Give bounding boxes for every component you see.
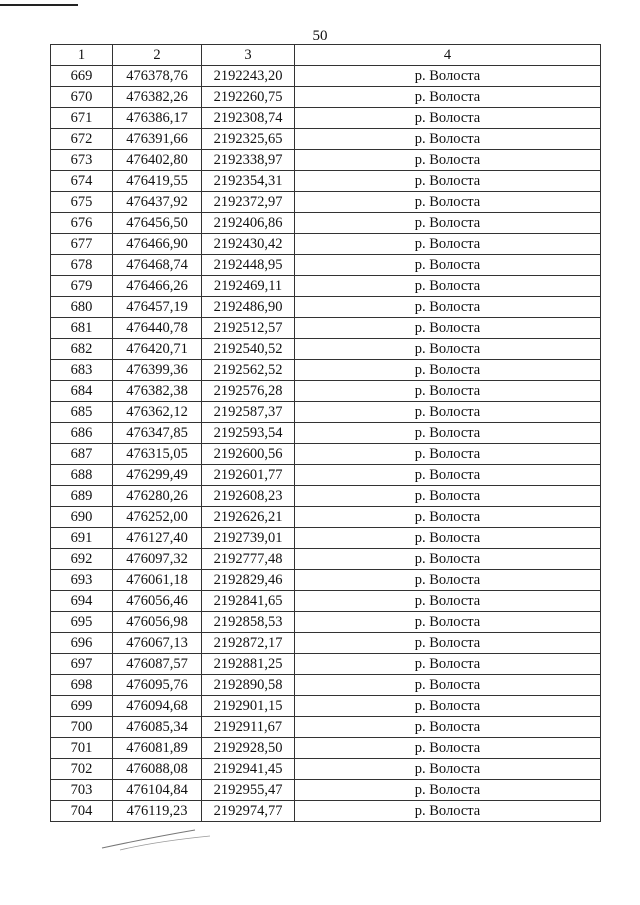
x-coordinate-cell: 476067,13 (113, 633, 202, 654)
point-number-cell: 687 (51, 444, 113, 465)
y-coordinate-cell: 2192841,65 (202, 591, 295, 612)
point-number-cell: 691 (51, 528, 113, 549)
point-number-cell: 694 (51, 591, 113, 612)
x-coordinate-cell: 476104,84 (113, 780, 202, 801)
y-coordinate-cell: 2192540,52 (202, 339, 295, 360)
x-coordinate-cell: 476081,89 (113, 738, 202, 759)
y-coordinate-cell: 2192243,20 (202, 66, 295, 87)
table-row (51, 276, 601, 297)
description-cell: р. Волоста (295, 570, 601, 591)
point-number-cell: 670 (51, 87, 113, 108)
table-row (51, 444, 601, 465)
column-header-x: 2 (113, 45, 202, 66)
table-row (51, 801, 601, 822)
x-coordinate-cell: 476440,78 (113, 318, 202, 339)
point-number-cell: 673 (51, 150, 113, 171)
table-row (51, 339, 601, 360)
description-cell: р. Волоста (295, 234, 601, 255)
table-row (51, 150, 601, 171)
description-cell: р. Волоста (295, 360, 601, 381)
description-cell: р. Волоста (295, 654, 601, 675)
x-coordinate-cell: 476061,18 (113, 570, 202, 591)
x-coordinate-cell: 476280,26 (113, 486, 202, 507)
y-coordinate-cell: 2192469,11 (202, 276, 295, 297)
description-cell: р. Волоста (295, 738, 601, 759)
table-row (51, 402, 601, 423)
table-row (51, 738, 601, 759)
description-cell: р. Волоста (295, 507, 601, 528)
table-row (51, 675, 601, 696)
table-row (51, 717, 601, 738)
x-coordinate-cell: 476347,85 (113, 423, 202, 444)
x-coordinate-cell: 476056,46 (113, 591, 202, 612)
description-cell: р. Волоста (295, 633, 601, 654)
point-number-cell: 692 (51, 549, 113, 570)
point-number-cell: 700 (51, 717, 113, 738)
description-cell: р. Волоста (295, 129, 601, 150)
y-coordinate-cell: 2192354,31 (202, 171, 295, 192)
description-cell: р. Волоста (295, 759, 601, 780)
y-coordinate-cell: 2192974,77 (202, 801, 295, 822)
description-cell: р. Волоста (295, 402, 601, 423)
description-cell: р. Волоста (295, 339, 601, 360)
y-coordinate-cell: 2192739,01 (202, 528, 295, 549)
table-row (51, 87, 601, 108)
table-row (51, 528, 601, 549)
y-coordinate-cell: 2192486,90 (202, 297, 295, 318)
point-number-cell: 678 (51, 255, 113, 276)
column-header-point-number: 1 (51, 45, 113, 66)
table-row (51, 465, 601, 486)
x-coordinate-cell: 476420,71 (113, 339, 202, 360)
x-coordinate-cell: 476391,66 (113, 129, 202, 150)
x-coordinate-cell: 476087,57 (113, 654, 202, 675)
table-row (51, 129, 601, 150)
description-cell: р. Волоста (295, 171, 601, 192)
description-cell: р. Волоста (295, 444, 601, 465)
y-coordinate-cell: 2192901,15 (202, 696, 295, 717)
x-coordinate-cell: 476378,76 (113, 66, 202, 87)
y-coordinate-cell: 2192890,58 (202, 675, 295, 696)
y-coordinate-cell: 2192430,42 (202, 234, 295, 255)
y-coordinate-cell: 2192593,54 (202, 423, 295, 444)
y-coordinate-cell: 2192260,75 (202, 87, 295, 108)
description-cell: р. Волоста (295, 696, 601, 717)
table-row (51, 570, 601, 591)
y-coordinate-cell: 2192587,37 (202, 402, 295, 423)
description-cell: р. Волоста (295, 213, 601, 234)
column-header-y: 3 (202, 45, 295, 66)
table-row (51, 66, 601, 87)
y-coordinate-cell: 2192941,45 (202, 759, 295, 780)
x-coordinate-cell: 476457,19 (113, 297, 202, 318)
table-row (51, 654, 601, 675)
point-number-cell: 689 (51, 486, 113, 507)
y-coordinate-cell: 2192601,77 (202, 465, 295, 486)
x-coordinate-cell: 476437,92 (113, 192, 202, 213)
point-number-cell: 674 (51, 171, 113, 192)
x-coordinate-cell: 476095,76 (113, 675, 202, 696)
y-coordinate-cell: 2192858,53 (202, 612, 295, 633)
point-number-cell: 672 (51, 129, 113, 150)
table-body (51, 66, 601, 822)
description-cell: р. Волоста (295, 192, 601, 213)
point-number-cell: 701 (51, 738, 113, 759)
description-cell: р. Волоста (295, 780, 601, 801)
y-coordinate-cell: 2192881,25 (202, 654, 295, 675)
description-cell: р. Волоста (295, 528, 601, 549)
description-cell: р. Волоста (295, 423, 601, 444)
y-coordinate-cell: 2192872,17 (202, 633, 295, 654)
point-number-cell: 702 (51, 759, 113, 780)
point-number-cell: 677 (51, 234, 113, 255)
point-number-cell: 693 (51, 570, 113, 591)
y-coordinate-cell: 2192562,52 (202, 360, 295, 381)
y-coordinate-cell: 2192576,28 (202, 381, 295, 402)
description-cell: р. Волоста (295, 717, 601, 738)
point-number-cell: 684 (51, 381, 113, 402)
y-coordinate-cell: 2192626,21 (202, 507, 295, 528)
table-row (51, 108, 601, 129)
description-cell: р. Волоста (295, 591, 601, 612)
description-cell: р. Волоста (295, 318, 601, 339)
description-cell: р. Волоста (295, 66, 601, 87)
column-header-description: 4 (295, 45, 601, 66)
description-cell: р. Волоста (295, 87, 601, 108)
y-coordinate-cell: 2192372,97 (202, 192, 295, 213)
x-coordinate-cell: 476127,40 (113, 528, 202, 549)
x-coordinate-cell: 476085,34 (113, 717, 202, 738)
table-header-row (51, 45, 601, 66)
description-cell: р. Волоста (295, 675, 601, 696)
description-cell: р. Волоста (295, 297, 601, 318)
y-coordinate-cell: 2192338,97 (202, 150, 295, 171)
table-row (51, 612, 601, 633)
table-row (51, 549, 601, 570)
x-coordinate-cell: 476382,26 (113, 87, 202, 108)
description-cell: р. Волоста (295, 612, 601, 633)
x-coordinate-cell: 476056,98 (113, 612, 202, 633)
description-cell: р. Волоста (295, 465, 601, 486)
point-number-cell: 681 (51, 318, 113, 339)
x-coordinate-cell: 476315,05 (113, 444, 202, 465)
point-number-cell: 683 (51, 360, 113, 381)
y-coordinate-cell: 2192928,50 (202, 738, 295, 759)
y-coordinate-cell: 2192600,56 (202, 444, 295, 465)
y-coordinate-cell: 2192512,57 (202, 318, 295, 339)
point-number-cell: 686 (51, 423, 113, 444)
y-coordinate-cell: 2192955,47 (202, 780, 295, 801)
table-row (51, 171, 601, 192)
y-coordinate-cell: 2192308,74 (202, 108, 295, 129)
y-coordinate-cell: 2192448,95 (202, 255, 295, 276)
point-number-cell: 688 (51, 465, 113, 486)
description-cell: р. Волоста (295, 486, 601, 507)
description-cell: р. Волоста (295, 255, 601, 276)
table-row (51, 633, 601, 654)
point-number-cell: 697 (51, 654, 113, 675)
point-number-cell: 671 (51, 108, 113, 129)
table-row (51, 234, 601, 255)
table-row (51, 507, 601, 528)
x-coordinate-cell: 476468,74 (113, 255, 202, 276)
y-coordinate-cell: 2192406,86 (202, 213, 295, 234)
table-row (51, 423, 601, 444)
table-row (51, 213, 601, 234)
x-coordinate-cell: 476382,38 (113, 381, 202, 402)
description-cell: р. Волоста (295, 108, 601, 129)
x-coordinate-cell: 476466,26 (113, 276, 202, 297)
table-row (51, 696, 601, 717)
point-number-cell: 696 (51, 633, 113, 654)
point-number-cell: 682 (51, 339, 113, 360)
x-coordinate-cell: 476088,08 (113, 759, 202, 780)
description-cell: р. Волоста (295, 381, 601, 402)
x-coordinate-cell: 476386,17 (113, 108, 202, 129)
description-cell: р. Волоста (295, 276, 601, 297)
table-row (51, 360, 601, 381)
coordinates-table (50, 44, 601, 822)
x-coordinate-cell: 476119,23 (113, 801, 202, 822)
x-coordinate-cell: 476466,90 (113, 234, 202, 255)
y-coordinate-cell: 2192608,23 (202, 486, 295, 507)
point-number-cell: 676 (51, 213, 113, 234)
table-row (51, 780, 601, 801)
point-number-cell: 675 (51, 192, 113, 213)
x-coordinate-cell: 476252,00 (113, 507, 202, 528)
top-edge-stroke (0, 4, 78, 6)
x-coordinate-cell: 476097,32 (113, 549, 202, 570)
y-coordinate-cell: 2192325,65 (202, 129, 295, 150)
x-coordinate-cell: 476402,80 (113, 150, 202, 171)
point-number-cell: 704 (51, 801, 113, 822)
table-row (51, 318, 601, 339)
point-number-cell: 690 (51, 507, 113, 528)
description-cell: р. Волоста (295, 549, 601, 570)
point-number-cell: 703 (51, 780, 113, 801)
x-coordinate-cell: 476456,50 (113, 213, 202, 234)
description-cell: р. Волоста (295, 150, 601, 171)
table-row (51, 192, 601, 213)
point-number-cell: 695 (51, 612, 113, 633)
y-coordinate-cell: 2192911,67 (202, 717, 295, 738)
table-row (51, 486, 601, 507)
x-coordinate-cell: 476299,49 (113, 465, 202, 486)
x-coordinate-cell: 476362,12 (113, 402, 202, 423)
table-row (51, 255, 601, 276)
table-row (51, 591, 601, 612)
pen-stroke-mark (100, 822, 220, 852)
point-number-cell: 699 (51, 696, 113, 717)
x-coordinate-cell: 476399,36 (113, 360, 202, 381)
x-coordinate-cell: 476094,68 (113, 696, 202, 717)
y-coordinate-cell: 2192829,46 (202, 570, 295, 591)
description-cell: р. Волоста (295, 801, 601, 822)
point-number-cell: 685 (51, 402, 113, 423)
point-number-cell: 679 (51, 276, 113, 297)
table-row (51, 381, 601, 402)
table-row (51, 759, 601, 780)
point-number-cell: 669 (51, 66, 113, 87)
table-row (51, 297, 601, 318)
page-number: 50 (312, 28, 328, 44)
point-number-cell: 698 (51, 675, 113, 696)
point-number-cell: 680 (51, 297, 113, 318)
x-coordinate-cell: 476419,55 (113, 171, 202, 192)
y-coordinate-cell: 2192777,48 (202, 549, 295, 570)
